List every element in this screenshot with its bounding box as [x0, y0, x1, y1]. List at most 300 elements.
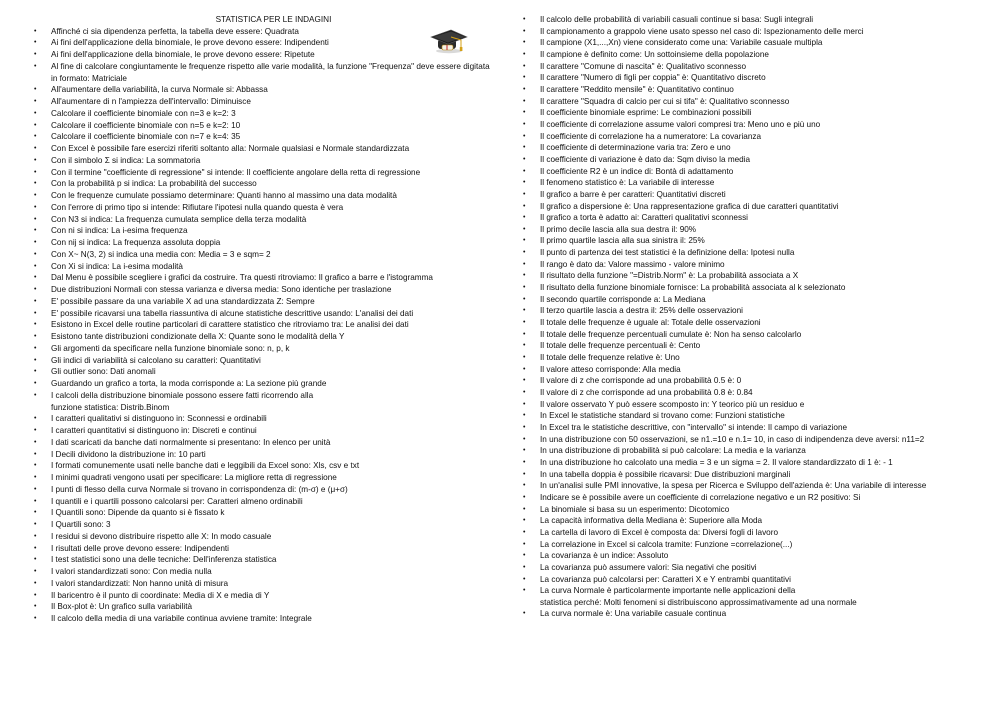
bullet-icon: • — [523, 155, 526, 163]
list-item — [523, 154, 985, 166]
list-item-text: Il grafico a torta è adatto ai: Caratteri qualitativi sconnessi — [540, 213, 748, 223]
list-item-text: Il Box-plot è: Un grafico sulla variabilità — [51, 602, 193, 612]
list-item — [523, 375, 985, 387]
bullet-icon: • — [34, 356, 37, 364]
bullet-icon: • — [34, 333, 37, 341]
bullet-icon: • — [523, 563, 526, 571]
bullet-icon: • — [34, 239, 37, 247]
bullet-icon: • — [523, 540, 526, 548]
list-item-text: Il campionamento a grappolo viene usato spesso nel caso di: Ispezionamento delle merci — [540, 26, 864, 36]
list-item — [34, 155, 496, 167]
list-item — [34, 202, 496, 214]
bullet-icon: • — [523, 97, 526, 105]
bullet-icon: • — [523, 412, 526, 420]
list-item-text: I valori standardizzati sono: Con media nulla — [51, 567, 212, 577]
bullet-icon: • — [34, 615, 37, 623]
list-item — [523, 37, 985, 49]
list-item — [34, 366, 496, 378]
list-item — [523, 329, 985, 341]
list-item-text: Il valore di z che corrisponde ad una probabilità 0.8 è: 0.84 — [540, 388, 753, 397]
list-item-text: Il coefficiente R2 è un indice di: Bontà di adattamento — [540, 166, 734, 176]
list-item — [523, 259, 985, 271]
list-item — [523, 72, 985, 84]
list-item — [34, 437, 496, 449]
list-item-text: Con N3 si indica: La frequenza cumulata semplice della terza modalità — [51, 214, 307, 224]
list-item — [34, 61, 496, 85]
list-item-text: Con l'errore di primo tipo si intende: Rifiutare l'ipotesi nulla quando questa è vera — [51, 202, 344, 212]
bullet-icon: • — [34, 250, 37, 258]
bullet-icon: • — [523, 575, 526, 583]
list-item-text: All'aumentare di n l'ampiezza dell'intervallo: Diminuisce — [51, 97, 251, 107]
bullet-icon: • — [34, 27, 37, 35]
bullet-icon: • — [34, 121, 37, 129]
bullet-icon: • — [34, 321, 37, 329]
list-item — [523, 550, 985, 562]
list-item-text: E' possibile ricavarsi una tabella riassuntiva di alcune statistiche descrittive usando: L'analisi dei dati — [51, 308, 414, 318]
list-item — [34, 143, 496, 155]
list-item-text: In una distribuzione di probabilità si può calcolare: La media e la varianza — [540, 446, 806, 456]
bullet-icon: • — [34, 227, 37, 235]
list-item — [523, 107, 985, 119]
list-item — [523, 212, 985, 224]
bullet-icon: • — [523, 610, 526, 618]
list-item-text: statistica perché: Molti fenomeni si distribuiscono approssimativamente ad una normale — [540, 597, 857, 607]
left-column — [34, 14, 496, 625]
list-item — [523, 434, 985, 446]
list-item-text: Guardando un grafico a torta, la moda corrisponde a: La sezione più grande — [51, 379, 327, 389]
bullet-icon: • — [34, 286, 37, 294]
list-item-text: Con il termine "coefficiente di regressione" si intende: Il coefficiente angolare della retta di regressione — [51, 167, 421, 177]
list-item-text: Con le frequenze cumulate possiamo determinare: Quanti hanno al massimo una data modalità — [51, 191, 397, 201]
bullet-icon: • — [523, 389, 526, 396]
bullet-icon: • — [523, 307, 526, 315]
list-item — [523, 469, 985, 481]
bullet-icon: • — [523, 190, 526, 198]
list-item-text: Il totale delle frequenze percentuali è: Cento — [540, 341, 701, 351]
list-item — [523, 340, 985, 352]
list-item — [523, 515, 985, 527]
list-item-text: In una tabella doppia è possibile ricavarsi: Due distribuzioni marginali — [540, 469, 791, 479]
list-item — [34, 472, 496, 484]
list-item — [34, 343, 496, 355]
list-item-text: Il risultato della funzione binomiale fornisce: La probabilità associata al k selezionato — [540, 283, 846, 293]
list-item-text: Con ni si indica: La i-esima frequenza — [51, 226, 188, 236]
list-item-text: In un'analisi sulle PMI innovative, la spesa per Ricerca e Sviluppo dell'azienda è: Una variabile di interesse — [540, 481, 927, 491]
list-item — [34, 178, 496, 190]
list-item — [34, 190, 496, 202]
list-item — [34, 214, 496, 226]
bullet-icon: • — [523, 354, 526, 362]
list-item-text: Indicare se è possibile avere un coefficiente di correlazione negativo e un R2 positivo: Si — [540, 492, 861, 502]
list-item — [34, 578, 496, 590]
list-item — [523, 422, 985, 434]
list-item — [523, 608, 985, 620]
list-item — [523, 142, 985, 154]
list-item — [34, 484, 496, 496]
list-item-text: I quantili e i quartili possono calcolarsi per: Caratteri almeno ordinabili — [51, 496, 303, 506]
list-item-text: I punti di flesso della curva Normale si trovano in corrispondenza di: (m-σ) e (μ+σ) — [51, 484, 348, 494]
list-item — [523, 14, 985, 26]
bullet-icon: • — [523, 470, 526, 478]
list-item-text: Il punto di partenza dei test statistici è la definizione della: Ipotesi nulla — [540, 248, 795, 258]
list-item-text: E' possibile passare da una variabile X ad una standardizzata Z: Sempre — [51, 296, 315, 306]
bullet-icon: • — [523, 295, 526, 303]
list-item — [34, 225, 496, 237]
bullet-icon: • — [34, 109, 37, 117]
list-item-text: Con nij si indica: La frequenza assoluta doppia — [51, 238, 221, 248]
list-item — [523, 84, 985, 96]
list-item-text: funzione statistica: Distrib.Binom — [51, 402, 170, 412]
list-item — [34, 566, 496, 578]
bullet-icon: • — [34, 274, 37, 282]
list-item — [523, 235, 985, 247]
bullet-icon: • — [523, 505, 526, 513]
bullet-icon: • — [523, 377, 526, 385]
list-item-text: Calcolare il coefficiente binomiale con n=5 e k=2: 10 — [51, 120, 241, 130]
bullet-icon: • — [523, 260, 526, 268]
list-item-text: I test statistici sono una delle tecniche: Dell'inferenza statistica — [51, 555, 277, 565]
left-bullet-list — [34, 26, 496, 625]
bullet-icon: • — [34, 309, 37, 317]
list-item-text: Il coefficiente di determinazione varia tra: Zero e uno — [540, 143, 731, 153]
bullet-icon: • — [523, 74, 526, 82]
list-item — [523, 189, 985, 201]
bullet-icon: • — [34, 427, 37, 435]
bullet-icon: • — [523, 284, 526, 292]
right-bullet-list — [523, 14, 985, 620]
list-item — [523, 480, 985, 492]
list-item — [523, 352, 985, 364]
list-item-text: Il carattere "Reddito mensile" è: Quantitativo continuo — [540, 84, 734, 94]
list-item-text: Il coefficiente binomiale esprime: Le combinazioni possibili — [540, 108, 752, 118]
bullet-icon: • — [34, 86, 37, 94]
bullet-icon: • — [34, 180, 37, 188]
list-item — [34, 507, 496, 519]
list-item-text: Il primo decile lascia alla sua destra il: 90% — [540, 224, 697, 234]
list-item-text: I Quantili sono: Dipende da quanto si è fissato k — [51, 508, 225, 518]
list-item-text: Il calcolo delle probabilità di variabili casuali continue si basa: Sugli integrali — [540, 15, 814, 24]
list-item — [34, 167, 496, 179]
bullet-icon: • — [34, 98, 37, 106]
bullet-icon: • — [34, 62, 37, 70]
list-item-text: Calcolare il coefficiente binomiale con n=7 e k=4: 35 — [51, 132, 241, 142]
bullet-icon: • — [523, 202, 526, 210]
list-item-text: I calcoli della distribuzione binomiale possono essere fatti ricorrendo alla — [51, 390, 314, 400]
list-item — [34, 296, 496, 308]
list-item-text: La covarianza è un indice: Assoluto — [540, 551, 669, 561]
list-item-text: Il campione è definito come: Un sottoinsieme della popolazione — [540, 49, 769, 59]
list-item-text: I caratteri quantitativi si distinguono in: Discreti e continui — [51, 426, 257, 436]
list-item — [34, 402, 496, 414]
bullet-icon: • — [34, 391, 37, 399]
list-item — [523, 166, 985, 178]
bullet-icon: • — [34, 51, 37, 59]
list-item — [523, 562, 985, 574]
bullet-icon: • — [523, 167, 526, 175]
graduation-cap-icon — [429, 26, 469, 54]
list-item — [523, 131, 985, 143]
bullet-icon: • — [523, 493, 526, 501]
list-item-text: Con la probabilità p si indica: La probabilità del successo — [51, 179, 257, 189]
list-item-text: I caratteri qualitativi si distinguono in: Sconnessi e ordinabili — [51, 414, 267, 424]
list-item-text: In una distribuzione ho calcolato una media = 3 e un sigma = 2. Il valore standardizzato di 1 è: - 1 — [540, 457, 893, 467]
bullet-icon: • — [34, 450, 37, 458]
bullet-icon: • — [523, 435, 526, 443]
bullet-icon: • — [523, 225, 526, 233]
list-item — [523, 61, 985, 73]
list-item-text: Con Excel è possibile fare esercizi riferiti soltanto alla: Normale qualsiasi e Normale standardizzata — [51, 144, 410, 154]
list-item-text: Ai fini dell'applicazione della binomiale, le prove devono essere: Indipendenti — [51, 38, 329, 48]
list-item — [523, 282, 985, 294]
bullet-icon: • — [523, 16, 526, 23]
list-item — [523, 294, 985, 306]
list-item — [34, 272, 496, 284]
bullet-icon: • — [523, 517, 526, 525]
list-item — [34, 331, 496, 343]
list-item — [523, 96, 985, 108]
list-item — [34, 108, 496, 120]
list-item-text: La curva Normale è particolarmente importante nelle applicazioni della — [540, 586, 796, 596]
bullet-icon: • — [523, 330, 526, 338]
list-item — [34, 284, 496, 296]
list-item-text: La cartella di lavoro di Excel è composta da: Diversi fogli di lavoro — [540, 527, 779, 537]
bullet-icon: • — [34, 497, 37, 505]
bullet-icon: • — [34, 297, 37, 305]
list-item-text: La binomiale si basa su un esperimento: Dicotomico — [540, 504, 730, 514]
bullet-icon: • — [34, 262, 37, 270]
list-item — [523, 119, 985, 131]
list-item-text: I valori standardizzati: Non hanno unità di misura — [51, 578, 229, 588]
list-item-text: Con Xi si indica: La i-esima modalità — [51, 261, 183, 271]
list-item — [523, 364, 985, 376]
list-item-text: Il terzo quartile lascia a destra il: 25% delle osservazioni — [540, 306, 743, 316]
list-item — [523, 247, 985, 259]
list-item — [523, 317, 985, 329]
list-item-text: Dal Menu è possibile scegliere i grafici da costruire. Tra questi ritroviamo: Il grafico a barre e l'istogramma — [51, 273, 433, 283]
list-item-text: I Decili dividono la distribuzione in: 10 parti — [51, 449, 206, 459]
list-item — [34, 261, 496, 273]
list-item-text: Ai fini dell'applicazione della binomiale, le prove devono essere: Ripetute — [51, 50, 315, 60]
bullet-icon: • — [34, 168, 37, 176]
list-item-text: Il carattere "Squadra di calcio per cui si tifa" è: Qualitativo sconnesso — [540, 96, 790, 106]
list-item-text: In Excel le statistiche standard si trovano come: Funzioni statistiche — [540, 411, 785, 421]
bullet-icon: • — [34, 591, 37, 599]
list-item — [34, 496, 496, 508]
list-item — [523, 410, 985, 422]
bullet-icon: • — [34, 203, 37, 211]
list-item-text: Il secondo quartile corrisponde a: La Mediana — [540, 294, 706, 304]
bullet-icon: • — [523, 249, 526, 257]
bullet-icon: • — [34, 438, 37, 446]
list-item-text: Il valore atteso corrisponde: Alla media — [540, 364, 681, 374]
bullet-icon: • — [34, 380, 37, 388]
list-item-text: Due distribuzioni Normali con stessa varianza e diversa media: Sono identiche per traslazione — [51, 285, 392, 295]
bullet-icon: • — [523, 528, 526, 536]
list-item-text: Il campione (X1,...,Xn) viene considerato come una: Variabile casuale multipla — [540, 38, 823, 48]
list-item-text: Il carattere "Numero di figli per coppia" è: Quantitativo discreto — [540, 73, 766, 83]
list-item — [523, 492, 985, 504]
list-item-text: I residui si devono distribuire rispetto alle X: In modo casuale — [51, 531, 272, 541]
list-item-text: Il grafico a barre è per caratteri: Quantitativi discreti — [540, 189, 726, 199]
list-item — [34, 378, 496, 390]
list-item-text: La correlazione in Excel si calcola tramite: Funzione =correlazione(...) — [540, 539, 793, 549]
bullet-icon: • — [523, 39, 526, 47]
bullet-icon: • — [34, 344, 37, 352]
list-item-text: In una distribuzione con 50 osservazioni, se n1.=10 e n.1= 10, in caso di indipendenza deve aversi: n11=2 — [540, 434, 925, 444]
list-item — [34, 390, 496, 402]
bullet-icon: • — [523, 132, 526, 140]
bullet-icon: • — [34, 145, 37, 153]
bullet-icon: • — [34, 156, 37, 164]
list-item-text: Il coefficiente di correlazione assume valori compresi tra: Meno uno e più uno — [540, 119, 821, 129]
list-item — [523, 305, 985, 317]
list-item — [34, 249, 496, 261]
bullet-icon: • — [523, 447, 526, 455]
bullet-icon: • — [523, 342, 526, 350]
list-item-text: Affinché ci sia dipendenza perfetta, la tabella deve essere: Quadrata — [51, 26, 299, 36]
list-item-text: Il coefficiente di variazione è dato da: Sqm diviso la media — [540, 154, 751, 164]
bullet-icon: • — [34, 603, 37, 611]
list-item-text: Il grafico a dispersione è: Una rappresentazione grafica di due caratteri quantitativi — [540, 201, 839, 211]
list-item — [523, 457, 985, 469]
list-item-text: All'aumentare della variabilità, la curva Normale si: Abbassa — [51, 85, 268, 95]
bullet-icon: • — [523, 272, 526, 280]
list-item-text: Il valore osservato Y può essere scomposto in: Y teorico più un residuo e — [540, 399, 805, 409]
list-item-text: Il totale delle frequenze è uguale al: Totale delle osservazioni — [540, 318, 761, 328]
bullet-icon: • — [34, 192, 37, 200]
bullet-icon: • — [523, 85, 526, 93]
list-item — [523, 399, 985, 411]
list-item — [34, 413, 496, 425]
list-item-text: Al fine di calcolare congiuntamente le frequenze rispetto alle varie modalità, la funzione "Frequenza" deve essere digitata in formato: Matriciale — [51, 61, 490, 83]
list-item — [523, 504, 985, 516]
page-title: STATISTICA PER LE INDAGINI — [215, 15, 332, 24]
bullet-icon: • — [34, 485, 37, 493]
list-item — [34, 26, 496, 38]
bullet-icon: • — [34, 544, 37, 552]
list-item — [523, 270, 985, 282]
list-item-text: I formati comunemente usati nelle banche dati e leggibili da Excel sono: Xls, csv e txt — [51, 461, 360, 471]
list-item — [523, 445, 985, 457]
list-item — [34, 613, 496, 625]
bullet-icon: • — [523, 458, 526, 466]
bullet-icon: • — [523, 552, 526, 560]
list-item-text: Gli argomenti da specificare nella funzione binomiale sono: n, p, k — [51, 343, 290, 353]
list-item-text: Gli indici di variabilità si calcolano su caratteri: Quantitativi — [51, 355, 261, 365]
list-item-text: Il valore di z che corrisponde ad una probabilità 0.5 è: 0 — [540, 376, 742, 386]
list-item — [34, 319, 496, 331]
bullet-icon: • — [523, 319, 526, 327]
list-item-text: I risultati delle prove devono essere: Indipendenti — [51, 543, 229, 553]
bullet-icon: • — [523, 120, 526, 128]
list-item-text: Con il simbolo Σ si indica: La sommatoria — [51, 155, 201, 165]
bullet-icon: • — [523, 237, 526, 245]
list-item — [523, 387, 985, 399]
bullet-icon: • — [34, 509, 37, 517]
list-item-text: Il baricentro è il punto di coordinate: Media di X e media di Y — [51, 590, 270, 600]
list-item — [34, 531, 496, 543]
bullet-icon: • — [523, 109, 526, 117]
bullet-icon: • — [523, 214, 526, 222]
list-item-text: Il coefficiente di correlazione ha a numeratore: La covarianza — [540, 131, 762, 141]
bullet-icon: • — [34, 532, 37, 540]
list-item — [34, 425, 496, 437]
list-item — [523, 177, 985, 189]
bullet-icon: • — [523, 50, 526, 58]
list-item-text: Il totale delle frequenze relative è: Uno — [540, 353, 680, 363]
bullet-icon: • — [523, 179, 526, 187]
list-item-text: La capacità informativa della Mediana è: Superiore alla Moda — [540, 516, 763, 526]
list-item — [34, 49, 496, 61]
list-item — [34, 131, 496, 143]
list-item — [34, 96, 496, 108]
list-item — [523, 585, 985, 597]
list-item — [34, 237, 496, 249]
list-item-text: La covarianza può assumere valori: Sia negativi che positivi — [540, 562, 757, 572]
list-item — [34, 601, 496, 613]
list-item — [34, 37, 496, 49]
bullet-icon: • — [34, 556, 37, 564]
list-item-text: I Quartili sono: 3 — [51, 520, 111, 530]
list-item-text: Il rango è dato da: Valore massimo - valore minimo — [540, 259, 725, 269]
bullet-icon: • — [34, 521, 37, 529]
list-item — [523, 201, 985, 213]
list-item — [523, 26, 985, 38]
list-item-text: Il totale delle frequenze percentuali cumulate è: Non ha senso calcolarlo — [540, 329, 802, 339]
list-item — [523, 224, 985, 236]
bullet-icon: • — [34, 415, 37, 423]
bullet-icon: • — [34, 215, 37, 223]
list-item — [34, 355, 496, 367]
list-item-text: Il risultato della funzione "=Distrib.Norm" è: La probabilità associata a X — [540, 271, 799, 281]
bullet-icon: • — [34, 579, 37, 587]
bullet-icon: • — [523, 482, 526, 490]
bullet-icon: • — [523, 365, 526, 373]
list-item-text: Esistono in Excel delle routine particolari di carattere statistico che ritroviamo tra: Le analisi dei dati — [51, 320, 409, 330]
list-item — [34, 84, 496, 96]
list-item — [523, 597, 985, 609]
list-item-text: Il calcolo della media di una variabile continua avviene tramite: Integrale — [51, 614, 312, 624]
bullet-icon: • — [34, 39, 37, 47]
bullet-icon: • — [523, 144, 526, 152]
list-item-text: La curva normale è: Una variabile casuale continua — [540, 609, 727, 619]
right-column — [523, 14, 985, 620]
list-item-text: Il primo quartile lascia alla sua sinistra il: 25% — [540, 236, 705, 246]
list-item — [523, 527, 985, 539]
list-item — [34, 543, 496, 555]
list-item-text: Esistono tante distribuzioni condizionate della X: Quante sono le modalità della Y — [51, 332, 345, 342]
list-item — [34, 519, 496, 531]
list-item — [34, 590, 496, 602]
list-item-text: Il fenomeno statistico è: La variabile di interesse — [540, 178, 715, 188]
list-item-text: In Excel tra le statistiche descrittive, con "intervallo" si intende: Il campo di variazione — [540, 422, 848, 432]
bullet-icon: • — [523, 27, 526, 35]
bullet-icon: • — [34, 133, 37, 141]
bullet-icon: • — [34, 462, 37, 470]
list-item — [34, 460, 496, 472]
list-item — [523, 574, 985, 586]
list-item-text: I dati scaricati da banche dati normalmente si presentano: In elenco per unità — [51, 437, 331, 447]
list-item-text: Con X~ N(3, 2) si indica una media con: Media = 3 e sqm= 2 — [51, 249, 271, 259]
bullet-icon: • — [523, 423, 526, 431]
list-item — [34, 449, 496, 461]
bullet-icon: • — [523, 400, 526, 408]
list-item-text: Calcolare il coefficiente binomiale con n=3 e k=2: 3 — [51, 108, 236, 118]
bullet-icon: • — [34, 568, 37, 576]
list-item — [523, 49, 985, 61]
list-item — [34, 120, 496, 132]
list-item — [34, 308, 496, 320]
